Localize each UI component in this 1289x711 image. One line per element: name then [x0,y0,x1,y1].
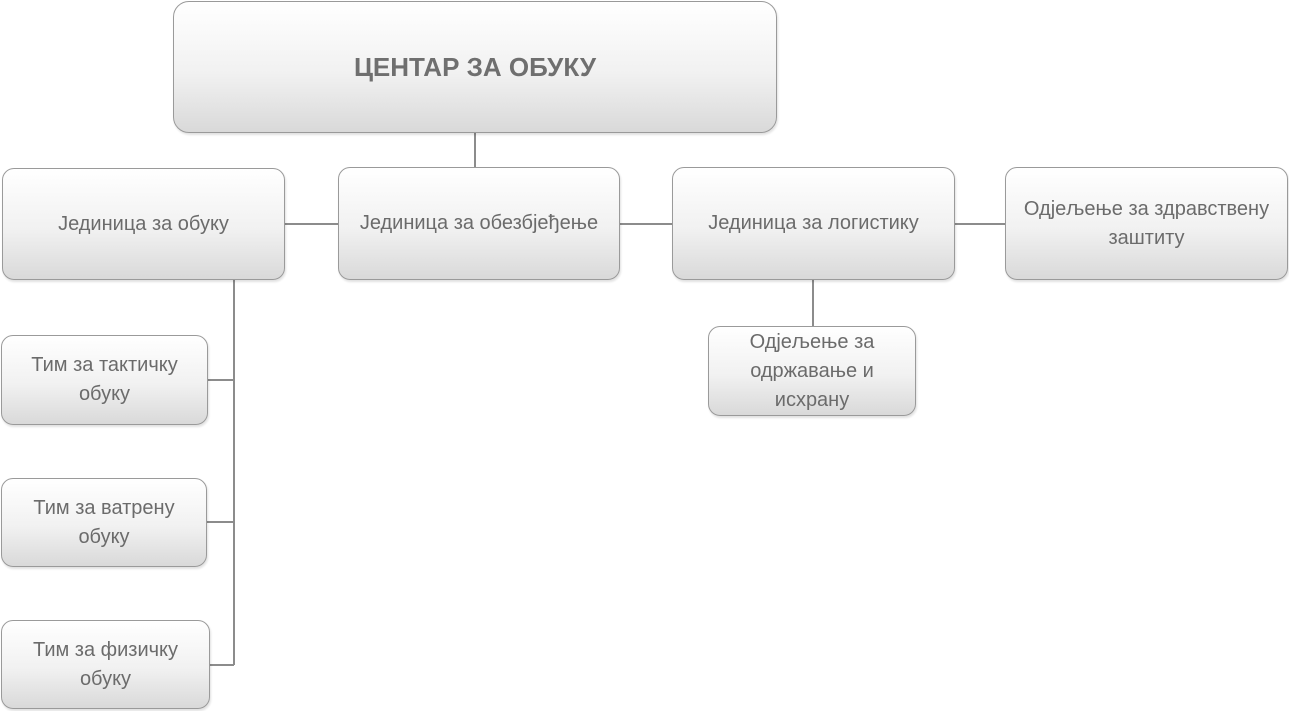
node-security-unit [338,167,620,280]
node-logistics-unit-label: Јединица за логистику [708,212,919,234]
root-node-training-center [173,1,777,133]
node-training-unit [2,168,285,280]
node-tactical-team-label: Тим за тактичку обуку [31,354,178,405]
node-health-department [1005,167,1288,280]
node-tactical-team [1,335,208,425]
node-physical-team [1,620,210,709]
node-fire-team [1,478,207,567]
node-physical-team-label: Тим за физичку обуку [32,638,179,690]
node-maintenance-department [708,326,916,416]
node-health-department-label: Одјељење за здравствену заштиту [1023,197,1270,249]
root-node-label: ЦЕНТАР ЗА ОБУКУ [353,51,597,82]
node-maintenance-department-label: Одјељење за одржавање и исхрану [749,330,875,411]
node-training-unit-label: Јединица за обуку [58,212,229,235]
node-fire-team-label: Тим за ватрену обуку [33,496,175,548]
node-security-unit-label: Јединица за обезбјеђење [359,212,599,234]
node-logistics-unit [672,167,955,280]
